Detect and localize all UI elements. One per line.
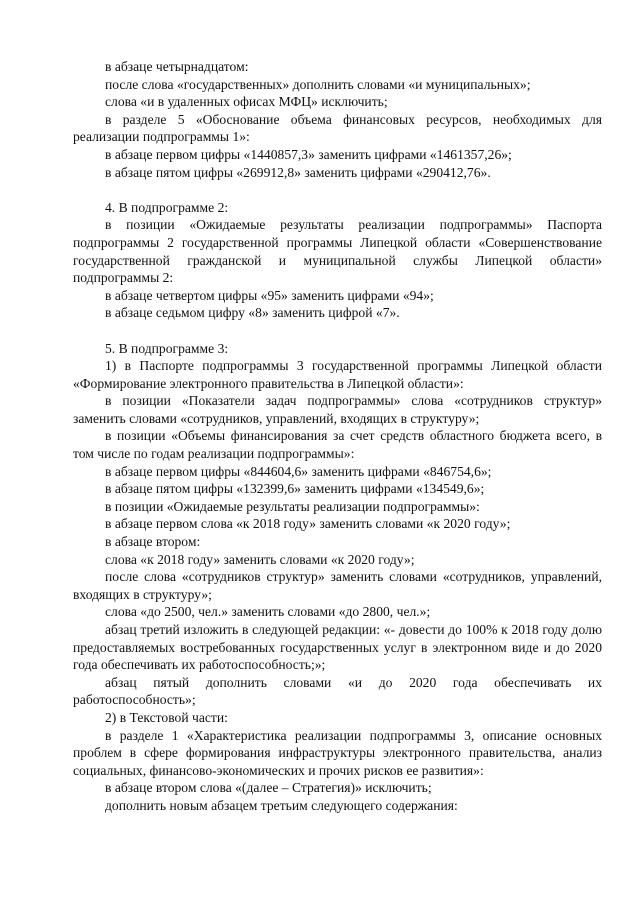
paragraph: в абзаце пятом цифры «132399,6» заменить цифрами «134549,6»; <box>105 481 485 497</box>
section-heading: 4. В подпрограмме 2: <box>105 199 229 215</box>
paragraph: в абзаце первом слова «к 2018 году» заменить словами «к 2020 году»; <box>105 516 511 532</box>
paragraph: в абзаце первом цифры «1440857,3» заменить цифрами «1461357,26»; <box>105 146 512 162</box>
paragraph: в разделе 5 «Обоснование объема финансовых ресурсов, необходимых для реализации подпрограммы 1»: <box>73 111 602 145</box>
paragraph: в абзаце втором слова «(далее – Стратегия)» исключить; <box>105 780 432 796</box>
paragraph-gap <box>73 181 602 199</box>
paragraph: дополнить новым абзацем третьим следующего содержания: <box>105 797 458 813</box>
paragraph: в позиции «Показатели задач подпрограммы» слова «сотрудников структур» заменить словами «сотрудников, управлений, входящих в структуру»; <box>73 393 602 426</box>
paragraph: в абзаце четырнадцатом: <box>105 59 249 74</box>
paragraph: в позиции «Ожидаемые результаты реализации подпрограммы»: <box>105 498 480 514</box>
document-page <box>73 58 602 815</box>
paragraph: в позиции «Объемы финансирования за счет средств областного бюджета всего, в том числе по годам реализации подпрограммы»: <box>73 428 602 462</box>
paragraph: 1) в Паспорте подпрограммы 3 государственной программы Липецкой области «Формирование электронного правительства в Липецкой области»: <box>73 358 602 391</box>
paragraph: абзац пятый дополнить словами «и до 2020 года обеспечивать их работоспособность»; <box>73 674 602 708</box>
paragraph: после слова «сотрудников структур» заменить словами «сотрудников, управлений, входящих в структуру»; <box>73 569 602 602</box>
paragraph: в абзаце втором: <box>105 534 201 550</box>
paragraph: в абзаце седьмом цифру «8» заменить цифрой «7». <box>105 305 400 321</box>
paragraph: слова «до 2500, чел.» заменить словами «до 2800, чел.»; <box>105 604 431 620</box>
paragraph: в абзаце четвертом цифры «95» заменить цифрами «94»; <box>105 287 434 303</box>
paragraph: слова «к 2018 году» заменить словами «к 2020 году»; <box>105 551 415 567</box>
paragraph: после слова «государственных» дополнить словами «и муниципальных»; <box>105 76 531 92</box>
paragraph: слова «и в удаленных офисах МФЦ» исключить; <box>105 94 388 110</box>
paragraph-gap <box>73 322 602 340</box>
paragraph: в абзаце пятом цифры «269912,8» заменить цифрами «290412,76». <box>105 164 491 180</box>
paragraph: в абзаце первом цифры «844604,6» заменить цифрами «846754,6»; <box>105 463 492 479</box>
section-heading: 5. В подпрограмме 3: <box>105 340 229 356</box>
paragraph: 2) в Текстовой части: <box>105 709 228 725</box>
paragraph: абзац третий изложить в следующей редакции: «- довести до 100% к 2018 году долю предоставляемых востребованных государственных услуг в электронном виде и до 2020 года обеспечивать их работоспособность;»; <box>73 622 602 673</box>
paragraph: в позиции «Ожидаемые результаты реализации подпрограммы» Паспорта подпрограммы 2 государственной программы Липецкой области «Совершенствование государственной гражданской и муниципальной службы Липецкой области» подпрограммы 2: <box>73 217 602 286</box>
paragraph: в разделе 1 «Характеристика реализации подпрограммы 3, описание основных проблем в сфере формирования инфраструктуры электронного правительства, анализ социальных, финансово-экономических и прочих рисков ее развития»: <box>73 727 602 778</box>
